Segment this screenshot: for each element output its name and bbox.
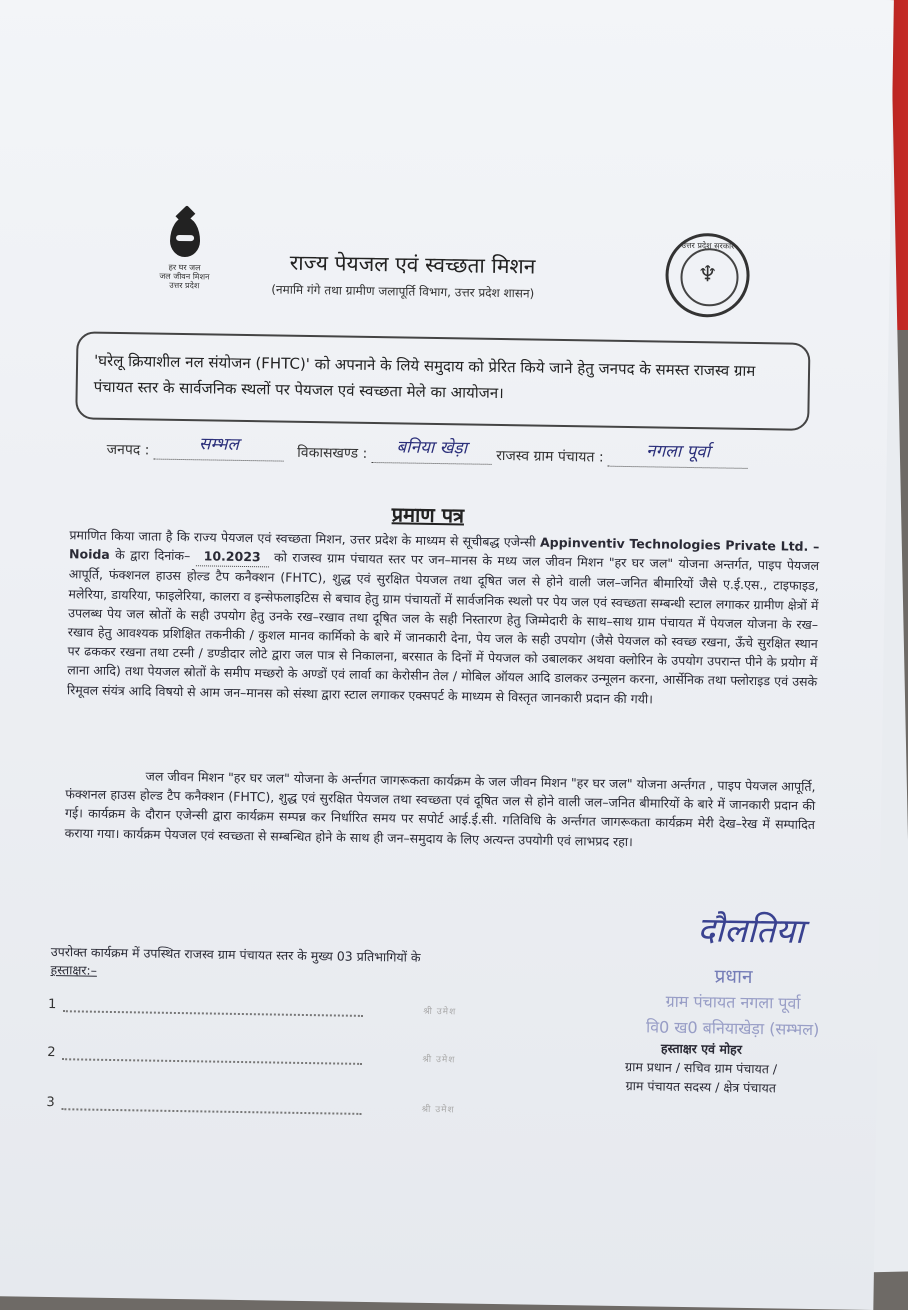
- stamp-panchayat: ग्राम पंचायत नगला पूर्वा: [665, 991, 801, 1013]
- certificate-heading: प्रमाण पत्र: [391, 502, 465, 528]
- handwritten-signature: दौलतिया: [696, 910, 805, 952]
- certificate-paragraph-1: [67, 525, 820, 711]
- signatory-role-1: ग्राम प्रधान / सचिव ग्राम पंचायत /: [624, 1059, 778, 1077]
- water-drop-icon: [170, 217, 201, 257]
- district-field: [154, 434, 284, 462]
- stamp-block: वि0 ख0 बनियाखेड़ा (सम्भल): [645, 1017, 820, 1040]
- line-number: 1: [47, 996, 58, 1013]
- signatory-role-2: ग्राम पंचायत सदस्य / क्षेत्र पंचायत: [625, 1078, 777, 1096]
- panchayat-value: नगला पूर्वा: [646, 441, 711, 463]
- location-meta-row: [106, 434, 749, 469]
- faint-text: श्री उमेश: [421, 1104, 455, 1116]
- block-value: बनिया खेड़ा: [396, 437, 468, 459]
- para1-date-label: के द्वारा दिनांक–: [115, 547, 191, 564]
- emblem-text: उत्तर प्रदेश सरकार: [681, 240, 735, 251]
- block-label: विकासखण्ड :: [297, 444, 368, 462]
- pradhan-stamp: [618, 962, 849, 1044]
- dotted-line: [62, 1108, 362, 1115]
- attendance-text: उपरोक्त कार्यक्रम में उपस्थित राजस्व ग्राम पंचायत स्तर के मुख्य 03 प्रतिभागियों के: [50, 944, 421, 965]
- event-date: 10.2023: [196, 546, 269, 567]
- para1-intro: प्रमाणित किया जाता है कि राज्य पेयजल एवं स्वच्छता मिशन, उत्तर प्रदेश के माध्यम से सूचीबद्ध एजेन्सी: [69, 527, 536, 550]
- para2-body: जल जीवन मिशन "हर घर जल" योजना के अर्न्तगत जागरूकता कार्यक्रम के जल जीवन मिशन "हर घर जल" योजना अर्न्तगत , पाइप पेयजल आपूर्ति, फंक्शनल हाउस होल्ड टैप कनैक्शन (FHTC), शुद्ध एवं सुरक्षित पेयजल तथा स्वच्छता एवं दूषित जल से होने वाली जल–जनित बीमारियों के बारे में जानकारी प्रदान की गई। कार्यक्रम के दौरान एजेन्सी द्वारा कार्यक्रम सम्पन्न कर निर्धारित समय पर सपोर्ट आई.ई.सी. गतिविधि के अर्न्तगत जागरूकता कार्यक्रम मेरी देख–रेख में सम्पादित कराया गया। कार्यक्रम पेयजल एवं स्वच्छता से सम्बन्धित होने के साथ ही जन–समुदाय के लिए अत्यन्त उपयोगी एवं लाभप्रद रहा।: [64, 768, 816, 849]
- block-field: [372, 437, 492, 465]
- certificate-paragraph-2: [65, 765, 816, 854]
- bow-arrow-icon: ♆: [697, 262, 718, 288]
- document-subtitle: (नमामि गंगे तथा ग्रामीण जलापूर्ति विभाग, उत्तर प्रदेश शासन): [271, 282, 535, 301]
- participant-signature-line-2: [47, 1045, 455, 1066]
- faint-text: श्री उमेश: [422, 1054, 456, 1066]
- signatory-block: [591, 1038, 812, 1098]
- district-label: जनपद :: [106, 441, 150, 459]
- dotted-line: [63, 1010, 363, 1017]
- stamp-title: प्रधान: [714, 965, 753, 989]
- signature-caption: हस्ताक्षर एवं मोहर: [660, 1040, 742, 1057]
- panchayat-label: राजस्व ग्राम पंचायत :: [496, 447, 604, 466]
- event-banner: 'घरेलू क्रियाशील नल संयोजन (FHTC)' को अपनाने के लिये समुदाय को प्रेरित किये जाने हेतु जनपद के समस्त राजस्व ग्राम पंचायत स्तर के सार्वजनिक स्थलों पर पेयजल एवं स्वच्छता मेले का आयोजन।: [75, 331, 810, 431]
- har-ghar-jal-logo: [149, 216, 220, 290]
- document-title: राज्य पेयजल एवं स्वच्छता मिशन: [289, 250, 536, 279]
- line-number: 2: [47, 1044, 57, 1061]
- district-value: सम्भल: [198, 434, 240, 455]
- agency-name: Appinventiv Technologies Private Ltd. – Noida: [68, 534, 820, 563]
- faint-text: श्री उमेश: [423, 1006, 457, 1018]
- participant-signature-line-3: [46, 1095, 454, 1116]
- up-government-emblem-icon: [665, 233, 750, 318]
- attendance-label: हस्ताक्षर:–: [50, 962, 98, 978]
- para1-body: को राजस्व ग्राम पंचायत स्तर पर जन–मानस के मध्य जल जीवन मिशन "हर घर जल" योजना अन्तर्गत, पाइप पेयजल आपूर्ति, फंक्शनल हाउस होल्ड टैप कनैक्शन (FHTC), शुद्ध एवं सुरक्षित पेयजल तथा दूषित जल से होने वाली जल–जनित बीमारियों जैसे ए.ई.एस., टाइफाइड, मलेरिया, डायरिया, फाइलेरिया, कालरा व इन्सेफलाइटिस से बचाव हेतु ग्राम पंचायतों में सार्वजनिक स्थलो पर पेय जल एवं स्वच्छता सम्बन्धी स्टाल लगाकर ग्रामीण क्षेत्रों में उपलब्ध पेय जल स्रोतों के सही उपयोग हेतु उनके रख–रखाव तथा दूषित जल के सही निस्तारण हेतु जिम्मेदारी के साथ–साथ ग्राम पंचायत में पेयजल योजना के रख–रखाव हेतु आवश्यक प्रशिक्षित तकनीकी / कुशल मानव कार्मिको के बारे में जानकारी देना, पेय जल के सही उपयोग (जैसे पेयजल को स्वच्छ रखना, ऊँचे सुरक्षित स्थान पर ढककर रखना तथा टस्नी / डण्डीदार लोटे द्वारा जल पात्र से निकालना, बरसात के दिनों में पेयजल को उबालकर अथवा क्लोरिन के उपयोग उपरान्त पीने के प्रयोग में लाना आदि) तथा पेयजल स्रोतों के समीप मच्छरो के अण्डों एवं लार्वा का केरोसीन तेल / मोबिल ऑयल आदि डालकर उन्मूलन करना, आर्सेनिक तथा फ्लोराइड एवं उसके रिमूवल संयंत्र आदि विषयो से आम जन–मानस को संस्था द्वारा स्टाल लगाकर एक्सपर्ट के माध्यम से विस्तृत जानकारी प्रदान की गयी।: [66, 549, 820, 707]
- dotted-line: [62, 1058, 362, 1065]
- logo-caption: हर घर जल जल जीवन मिशन उत्तर प्रदेश: [159, 262, 210, 291]
- panchayat-field: [608, 441, 748, 469]
- line-number: 3: [46, 1094, 56, 1111]
- participant-signature-line-1: [48, 997, 456, 1018]
- attendance-note: [50, 943, 501, 986]
